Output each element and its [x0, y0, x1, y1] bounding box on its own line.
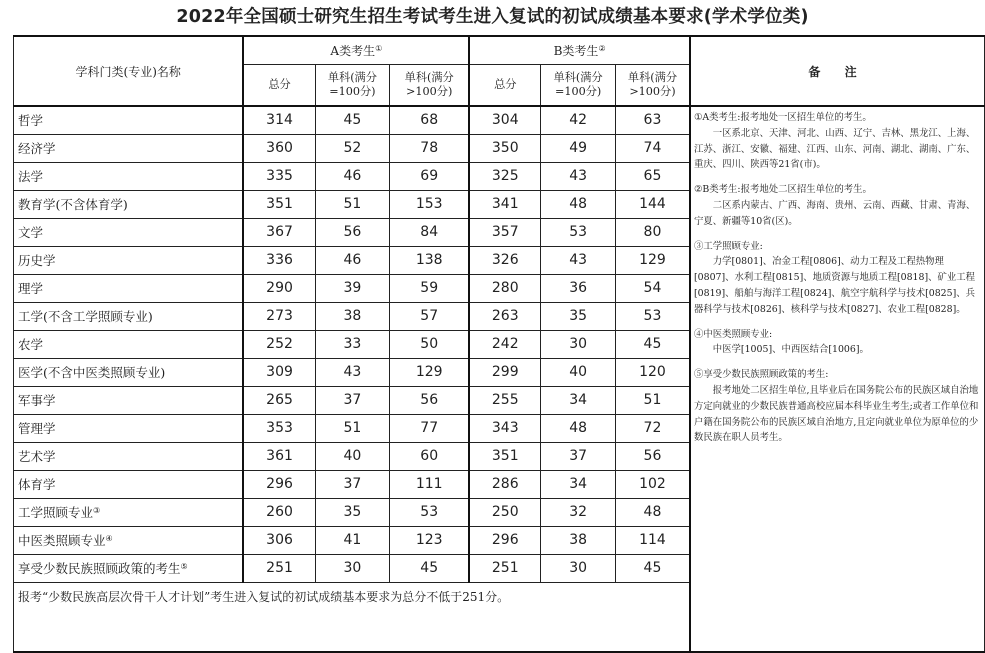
category-name: [14, 134, 244, 162]
score-a-single100: 41: [315, 526, 390, 554]
score-b-total: 255: [469, 386, 541, 414]
score-a-total: 252: [243, 330, 315, 358]
score-b-single100: 34: [541, 470, 616, 498]
score-a-total: 260: [243, 498, 315, 526]
score-b-total: 250: [469, 498, 541, 526]
header-group-a-label: A类考生: [330, 43, 376, 58]
score-b-single-gt100: 144: [615, 190, 690, 218]
score-a-total: 361: [243, 442, 315, 470]
score-a-single-gt100: 45: [390, 554, 470, 582]
score-b-total: 251: [469, 554, 541, 582]
category-label: 管理学: [18, 421, 56, 436]
score-b-single100: 53: [541, 218, 616, 246]
score-a-single100: 45: [315, 106, 390, 134]
score-b-single-gt100: 56: [615, 442, 690, 470]
score-a-total: 353: [243, 414, 315, 442]
category-name: [14, 442, 244, 470]
header-group-b-label: B类考生: [553, 43, 599, 58]
score-a-single100: 35: [315, 498, 390, 526]
score-a-single100: 38: [315, 302, 390, 330]
score-b-total: 299: [469, 358, 541, 386]
score-a-single-gt100: 138: [390, 246, 470, 274]
header-b-single100-l1: 单科(满分: [553, 70, 603, 84]
score-a-single100: 33: [315, 330, 390, 358]
score-a-single-gt100: 153: [390, 190, 470, 218]
category-name: [14, 554, 244, 582]
header-a-total: 总分: [243, 64, 315, 106]
score-b-single100: 30: [541, 330, 616, 358]
note-5-title: ⑤享受少数民族照顾政策的考生:: [694, 369, 829, 381]
score-a-single-gt100: 50: [390, 330, 470, 358]
score-b-single100: 43: [541, 162, 616, 190]
score-b-single100: 49: [541, 134, 616, 162]
header-a-single100-l1: 单科(满分: [327, 70, 377, 84]
score-a-single100: 52: [315, 134, 390, 162]
score-b-total: 351: [469, 442, 541, 470]
score-b-total: 286: [469, 470, 541, 498]
category-name: [14, 470, 244, 498]
category-name: [14, 358, 244, 386]
header-b-single100: [541, 64, 616, 106]
footnote-text: 报考“少数民族高层次骨干人才计划”考生进入复试的初试成绩基本要求为总分不低于251分。: [14, 582, 691, 652]
footnote-mark: ⑤: [180, 562, 188, 571]
category-label: 体育学: [18, 477, 56, 492]
score-b-single-gt100: 102: [615, 470, 690, 498]
score-b-single100: 35: [541, 302, 616, 330]
score-a-single100: 56: [315, 218, 390, 246]
remarks-notes: [694, 110, 979, 455]
score-a-total: 351: [243, 190, 315, 218]
score-a-single-gt100: 129: [390, 358, 470, 386]
score-a-single-gt100: 69: [390, 162, 470, 190]
score-a-single100: 46: [315, 162, 390, 190]
note-1: [694, 110, 979, 173]
header-a-single100: [315, 64, 390, 106]
category-name: [14, 218, 244, 246]
score-b-single-gt100: 120: [615, 358, 690, 386]
note-2-title: ②B类考生:报考地处二区招生单位的考生。: [694, 184, 872, 196]
note-5: [694, 367, 979, 446]
category-label: 农学: [18, 337, 44, 352]
remarks-cell: [690, 106, 985, 652]
score-b-single100: 43: [541, 246, 616, 274]
note-4: [694, 327, 979, 359]
header-a-single-gt100: [390, 64, 470, 106]
header-group-a: [243, 36, 469, 64]
category-label: 教育学(不含体育学): [18, 197, 128, 212]
category-label: 理学: [18, 281, 44, 296]
score-a-total: 296: [243, 470, 315, 498]
score-b-total: 350: [469, 134, 541, 162]
header-group-b-mark: ②: [598, 43, 606, 53]
score-a-single-gt100: 57: [390, 302, 470, 330]
score-a-single-gt100: 59: [390, 274, 470, 302]
score-b-single-gt100: 80: [615, 218, 690, 246]
category-name: [14, 330, 244, 358]
score-b-single100: 32: [541, 498, 616, 526]
header-a-single-gt100-l1: 单科(满分: [404, 70, 454, 84]
header-b-single-gt100-l2: >100分): [629, 84, 676, 98]
score-b-single-gt100: 48: [615, 498, 690, 526]
score-b-single-gt100: 72: [615, 414, 690, 442]
category-label: 哲学: [18, 113, 44, 129]
score-a-single-gt100: 68: [390, 106, 470, 134]
score-a-single-gt100: 123: [390, 526, 470, 554]
score-b-single-gt100: 53: [615, 302, 690, 330]
category-label: 军事学: [18, 393, 56, 408]
score-a-total: 367: [243, 218, 315, 246]
note-1-body: 一区系北京、天津、河北、山西、辽宁、吉林、黑龙江、上海、江苏、浙江、安徽、福建、江西、山东、河南、湖北、湖南、广东、重庆、四川、陕西等21省(市)。: [694, 127, 976, 171]
category-name: [14, 498, 244, 526]
score-a-single100: 37: [315, 470, 390, 498]
score-a-single100: 43: [315, 358, 390, 386]
score-a-total: 336: [243, 246, 315, 274]
category-name: [14, 190, 244, 218]
score-b-single100: 48: [541, 190, 616, 218]
category-name: [14, 386, 244, 414]
score-a-single-gt100: 78: [390, 134, 470, 162]
table-row: [14, 106, 985, 134]
note-3-title: ③工学照顾专业:: [694, 240, 763, 252]
score-a-single-gt100: 53: [390, 498, 470, 526]
score-b-total: 280: [469, 274, 541, 302]
category-label: 中医类照顾专业: [18, 533, 106, 548]
category-label: 艺术学: [18, 449, 56, 464]
score-a-total: 306: [243, 526, 315, 554]
score-a-total: 273: [243, 302, 315, 330]
note-3-body: 力学[0801]、冶金工程[0806]、动力工程及工程热物理[0807]、水利工程[0815]、地质资源与地质工程[0818]、矿业工程[0819]、船舶与海洋工程[0824]、航空宇航科学与技术[0825]、兵器科学与技术[0826]、核科学与技术[0827]、农业工程[0828]。: [694, 256, 976, 315]
score-a-total: 265: [243, 386, 315, 414]
score-b-total: 357: [469, 218, 541, 246]
score-a-single100: 39: [315, 274, 390, 302]
footnote-mark: ④: [105, 534, 113, 543]
category-name: [14, 526, 244, 554]
score-b-single100: 42: [541, 106, 616, 134]
note-3: [694, 239, 979, 318]
score-a-single-gt100: 60: [390, 442, 470, 470]
category-name: [14, 414, 244, 442]
score-b-single-gt100: 74: [615, 134, 690, 162]
score-b-single-gt100: 54: [615, 274, 690, 302]
score-a-single100: 37: [315, 386, 390, 414]
note-4-title: ④中医类照顾专业:: [694, 328, 773, 340]
category-label: 法学: [18, 169, 44, 184]
score-b-total: 304: [469, 106, 541, 134]
note-4-body: 中医学[1005]、中西医结合[1006]。: [712, 344, 869, 356]
page-title: 2022年全国硕士研究生招生考试考生进入复试的初试成绩基本要求(学术学位类): [176, 7, 809, 27]
score-a-single100: 46: [315, 246, 390, 274]
score-b-single-gt100: 114: [615, 526, 690, 554]
score-b-single100: 48: [541, 414, 616, 442]
score-b-single100: 30: [541, 554, 616, 582]
score-b-single-gt100: 51: [615, 386, 690, 414]
header-group-a-mark: ①: [375, 43, 383, 53]
category-label: 历史学: [18, 253, 56, 268]
score-b-single-gt100: 45: [615, 330, 690, 358]
category-label: 享受少数民族照顾政策的考生: [18, 561, 181, 576]
score-a-single100: 40: [315, 442, 390, 470]
score-a-single-gt100: 111: [390, 470, 470, 498]
score-b-total: 326: [469, 246, 541, 274]
score-b-single100: 40: [541, 358, 616, 386]
score-b-total: 242: [469, 330, 541, 358]
score-a-single-gt100: 56: [390, 386, 470, 414]
category-name: [14, 302, 244, 330]
score-b-single-gt100: 63: [615, 106, 690, 134]
category-name: [14, 246, 244, 274]
header-b-total: 总分: [469, 64, 541, 106]
score-a-single-gt100: 77: [390, 414, 470, 442]
score-b-single-gt100: 129: [615, 246, 690, 274]
header-category: 学科门类(专业)名称: [14, 36, 244, 106]
score-b-total: 263: [469, 302, 541, 330]
score-table: [13, 35, 985, 653]
score-b-single100: 36: [541, 274, 616, 302]
header-b-single-gt100: [615, 64, 690, 106]
score-a-single100: 51: [315, 414, 390, 442]
score-b-total: 341: [469, 190, 541, 218]
score-b-total: 296: [469, 526, 541, 554]
score-a-total: 360: [243, 134, 315, 162]
score-a-single-gt100: 84: [390, 218, 470, 246]
category-name: [14, 162, 244, 190]
score-b-single-gt100: 45: [615, 554, 690, 582]
score-b-single-gt100: 65: [615, 162, 690, 190]
header-a-single-gt100-l2: >100分): [406, 84, 453, 98]
header-remarks: 备 注: [690, 36, 985, 106]
header-group-b: [469, 36, 690, 64]
score-b-single100: 37: [541, 442, 616, 470]
score-b-total: 325: [469, 162, 541, 190]
score-a-single100: 30: [315, 554, 390, 582]
score-a-total: 335: [243, 162, 315, 190]
category-label: 工学(不含工学照顾专业): [18, 309, 153, 324]
note-2-body: 二区系内蒙古、广西、海南、贵州、云南、西藏、甘肃、青海、宁夏、新疆等10省(区)。: [694, 199, 976, 227]
score-a-total: 251: [243, 554, 315, 582]
note-1-title: ①A类考生:报考地处一区招生单位的考生。: [694, 112, 872, 123]
score-a-single100: 51: [315, 190, 390, 218]
note-5-body: 报考地处二区招生单位,且毕业后在国务院公布的民族区域自治地方定向就业的少数民族普通高校应届本科毕业生考生;或者工作单位和户籍在国务院公布的民族区域自治地方,且定向就业单位为原单位的少数民族在职人员考生。: [694, 384, 979, 444]
category-name: [14, 274, 244, 302]
note-2: [694, 182, 979, 229]
category-label: 医学(不含中医类照顾专业): [18, 365, 166, 380]
category-name: [14, 106, 244, 134]
header-b-single-gt100-l1: 单科(满分: [627, 70, 678, 84]
header-a-single100-l2: =100分): [329, 84, 376, 98]
score-a-total: 314: [243, 106, 315, 134]
score-a-total: 290: [243, 274, 315, 302]
header-b-single100-l2: =100分): [554, 84, 602, 98]
category-label: 经济学: [18, 141, 56, 156]
category-label: 工学照顾专业: [18, 505, 94, 520]
footnote-mark: ③: [93, 506, 101, 515]
score-b-single100: 38: [541, 526, 616, 554]
score-a-total: 309: [243, 358, 315, 386]
score-b-total: 343: [469, 414, 541, 442]
category-label: 文学: [18, 225, 44, 240]
score-b-single100: 34: [541, 386, 616, 414]
